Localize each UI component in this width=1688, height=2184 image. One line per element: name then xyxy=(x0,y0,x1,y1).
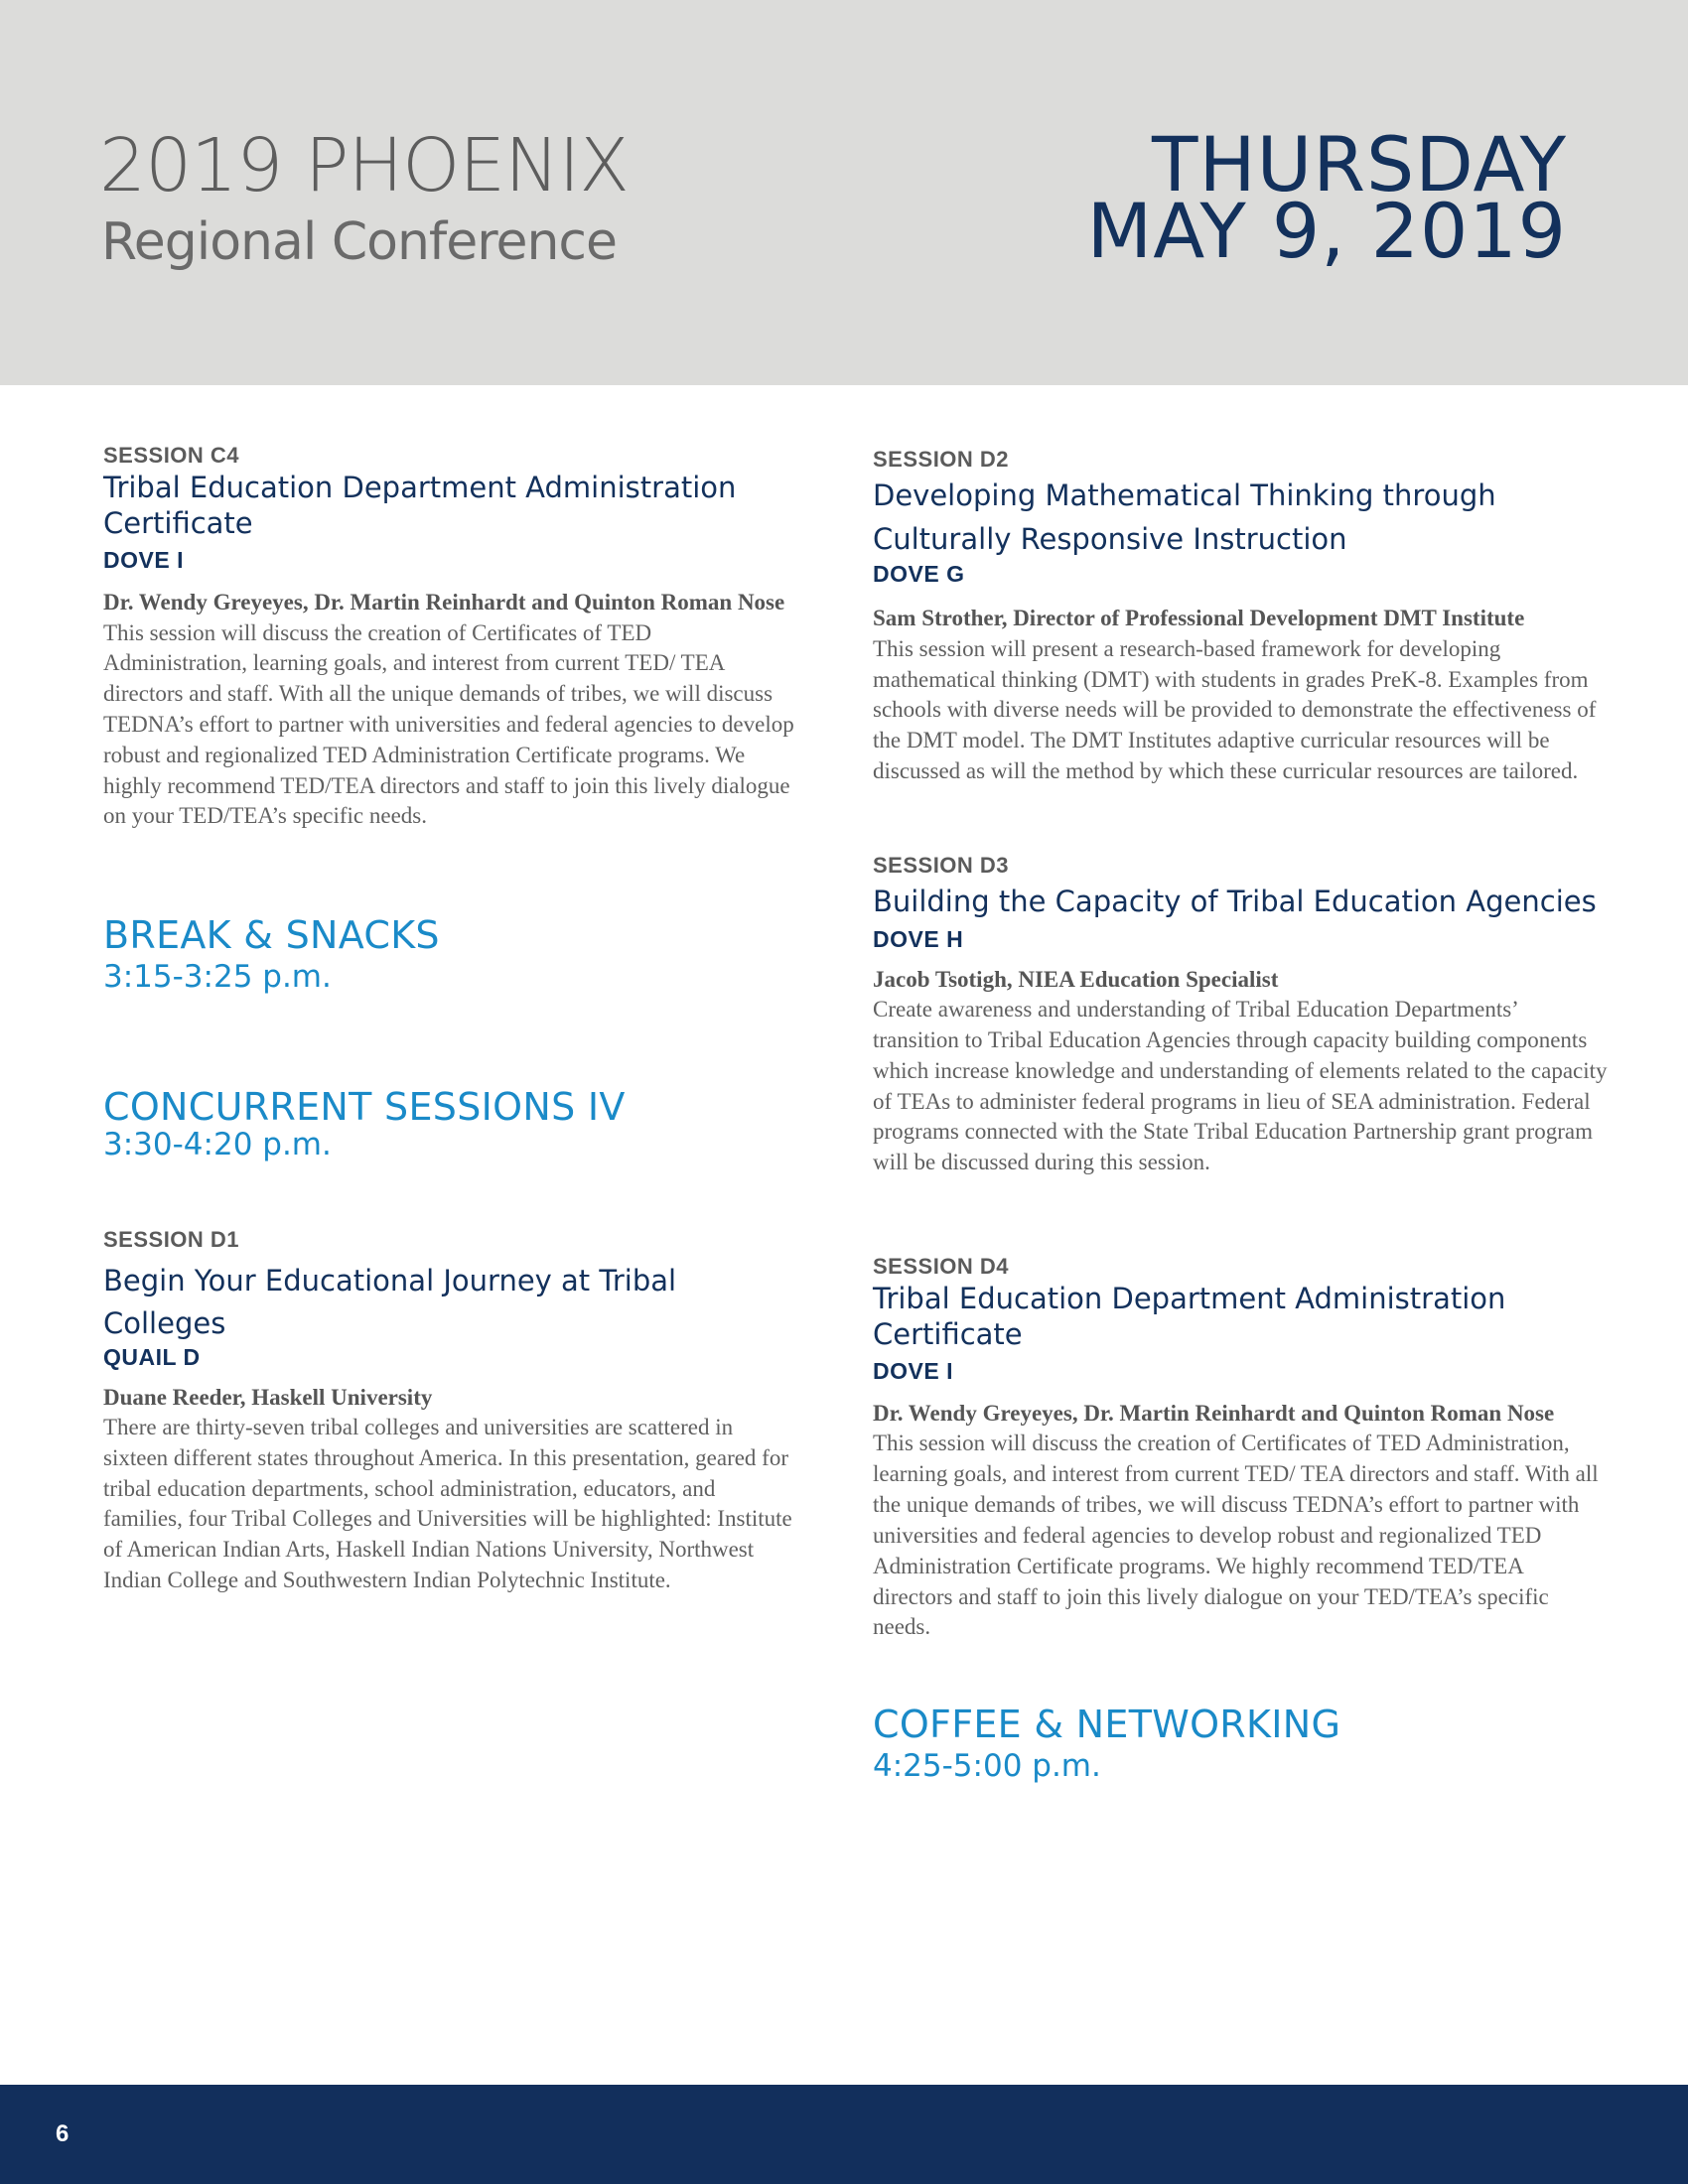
session-description: This session will discuss the creation of Certificates of TED Administration, learning goals, and interest from current TED/ TEA directors and staff. With all the unique demands of tribes, we will discuss TEDNA’s effort to partner with universities and federal agencies to develop robust and regionalized TED Administration Certificate programs. We highly recommend TED/TEA directors and staff to join this lively dialogue on your TED/TEA’s specific needs. xyxy=(103,619,794,829)
conference-title: 2019 PHOENIX xyxy=(99,123,629,208)
session-d2 xyxy=(873,447,1608,787)
session-room: QUAIL D xyxy=(103,1343,201,1370)
conference-subtitle: Regional Conference xyxy=(101,212,618,272)
event-title: BREAK & SNACKS xyxy=(103,913,440,958)
session-description: This session will present a research-based framework for developing mathematical thinking (DMT) with students in grades PreK-8. Examples from schools with diverse needs will be provided to demonstrate the effectiveness of the DMT model. The DMT Institutes adaptive curricular resources will be discussed as will the method by which these curricular resources are tailored. xyxy=(873,635,1597,783)
session-room: DOVE H xyxy=(873,925,964,952)
session-speakers: Jacob Tsotigh, NIEA Education Specialist xyxy=(873,966,1279,992)
event-time: 4:25-5:00 p.m. xyxy=(873,1747,1101,1784)
event-title: COFFEE & NETWORKING xyxy=(873,1703,1341,1747)
session-room: DOVE I xyxy=(873,1358,953,1385)
right-column xyxy=(873,447,1608,1785)
session-description: There are thirty-seven tribal colleges and universities are scattered in sixteen different states throughout America. In this presentation, geared for tribal education departments, school administration, educators, and families, four Tribal Colleges and Universities will be highlighted: Institute of American Indian Arts, Haskell Indian Nations University, Northwest Indian College and Southwestern Indian Polytechnic Institute. xyxy=(103,1414,792,1592)
session-label: SESSION D3 xyxy=(873,852,1010,878)
session-title: Tribal Education Department Administration Certificate xyxy=(873,1282,1506,1351)
session-speakers: Duane Reeder, Haskell University xyxy=(103,1384,433,1410)
session-speakers: Dr. Wendy Greyeyes, Dr. Martin Reinhardt and Quinton Roman Nose xyxy=(873,1401,1555,1427)
page-footer xyxy=(0,2085,1688,2184)
session-title: Developing Mathematical Thinking through Culturally Responsive Instruction xyxy=(873,478,1496,556)
session-speakers: Sam Strother, Director of Professional Development DMT Institute xyxy=(873,606,1525,631)
session-room: DOVE G xyxy=(873,561,965,588)
session-title: Building the Capacity of Tribal Education Agencies xyxy=(873,885,1597,919)
session-speakers: Dr. Wendy Greyeyes, Dr. Martin Reinhardt and Quinton Roman Nose xyxy=(103,590,785,615)
session-title: Begin Your Educational Journey at Tribal Colleges xyxy=(103,1263,677,1341)
session-title: Tribal Education Department Administration Certificate xyxy=(103,471,737,540)
event-date xyxy=(1086,120,1567,275)
session-d4 xyxy=(873,1254,1608,1643)
event-title: CONCURRENT SESSIONS IV xyxy=(103,1085,626,1130)
break-snacks xyxy=(103,915,798,996)
coffee-networking xyxy=(873,1705,1608,1785)
date: MAY 9, 2019 xyxy=(1086,186,1567,275)
session-description: Create awareness and understanding of Tribal Education Departments’ transition to Tribal Education Agencies through capacity building components which increase knowledge and understanding of elements related to the capacity of TEAs to administer federal programs in lieu of SEA administration. Federal programs connected with the State Tribal Education Partnership grant program will be discussed during this session. xyxy=(873,997,1608,1175)
page-number: 6 xyxy=(56,2120,70,2147)
concurrent-sessions xyxy=(103,1087,798,1163)
page-header xyxy=(0,0,1688,385)
session-label: SESSION D2 xyxy=(873,447,1010,472)
event-time: 3:30-4:20 p.m. xyxy=(103,1126,332,1162)
session-description: This session will discuss the creation of Certificates of TED Administration, learning goals, and interest from current TED/ TEA directors and staff. With all the unique demands of tribes, we will discuss TEDNA’s effort to partner with universities and federal agencies to develop robust and regionalized TED Administration Certificate programs. We highly recommend TED/TEA directors and staff to join this lively dialogue on your TED/TEA’s specific needs. xyxy=(873,1431,1599,1640)
session-label: SESSION D4 xyxy=(873,1253,1010,1279)
session-label: SESSION C4 xyxy=(103,443,240,468)
session-d3 xyxy=(873,853,1608,1178)
day-of-week: THURSDAY xyxy=(1152,120,1567,208)
left-column xyxy=(103,443,798,1596)
event-time: 3:15-3:25 p.m. xyxy=(103,958,332,995)
session-room: DOVE I xyxy=(103,547,184,574)
session-c4 xyxy=(103,443,798,832)
session-label: SESSION D1 xyxy=(103,1227,240,1253)
session-d1 xyxy=(103,1227,798,1596)
